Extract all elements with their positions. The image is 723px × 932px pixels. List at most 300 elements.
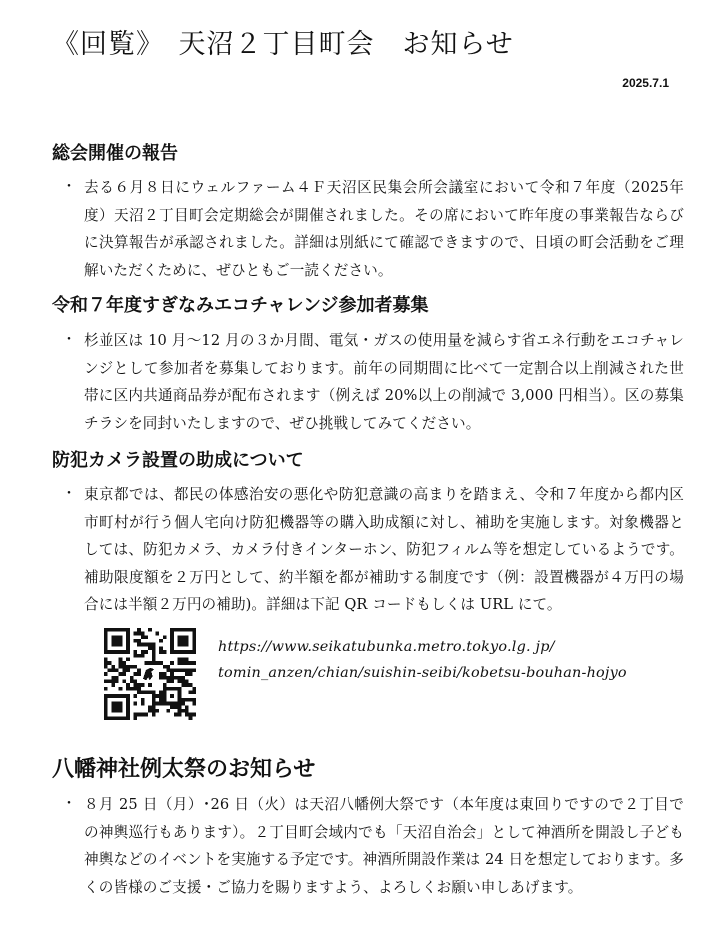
qr-module [130, 680, 134, 684]
qr-module [111, 705, 115, 709]
qr-code-icon[interactable] [104, 628, 196, 720]
qr-module [111, 635, 115, 639]
qr-module [111, 683, 115, 687]
qr-module [126, 702, 130, 706]
qr-module [192, 628, 196, 632]
qr-module [178, 643, 182, 647]
qr-module [170, 668, 174, 672]
qr-module [159, 646, 163, 650]
qr-module [167, 668, 171, 672]
qr-module [133, 672, 137, 676]
qr-module [130, 676, 134, 680]
qr-module [148, 683, 152, 687]
qr-module [170, 628, 174, 632]
qr-module [167, 702, 171, 706]
qr-module [119, 628, 123, 632]
qr-module [104, 705, 108, 709]
qr-module [181, 683, 185, 687]
qr-module [185, 661, 189, 665]
qr-module [137, 668, 141, 672]
qr-module [178, 661, 182, 665]
qr-module [181, 643, 185, 647]
qr-module [144, 713, 148, 717]
qr-module [104, 698, 108, 702]
qr-module [137, 643, 141, 647]
qr-module [192, 643, 196, 647]
qr-module [144, 643, 148, 647]
list-item [52, 791, 692, 901]
qr-module [159, 691, 163, 695]
section-heading-eco-challenge: 令和７年度すぎなみエコチャレンジ参加者募集 [52, 295, 429, 316]
qr-module [189, 698, 193, 702]
qr-module [126, 713, 130, 717]
qr-module [119, 657, 123, 661]
qr-module [167, 687, 171, 691]
qr-module [185, 713, 189, 717]
qr-module [126, 628, 130, 632]
qr-module [122, 716, 126, 720]
qr-module [167, 709, 171, 713]
qr-module [167, 676, 171, 680]
qr-module [119, 716, 123, 720]
qr-module [181, 702, 185, 706]
qr-module [141, 632, 145, 636]
qr-module [189, 650, 193, 654]
qr-module [144, 691, 148, 695]
qr-module [152, 694, 156, 698]
qr-module [192, 713, 196, 717]
qr-module [163, 694, 167, 698]
qr-module [156, 661, 160, 665]
qr-module [192, 650, 196, 654]
qr-module [181, 661, 185, 665]
qr-module [122, 668, 126, 672]
qr-module [108, 716, 112, 720]
qr-module [170, 676, 174, 680]
qr-module [133, 716, 137, 720]
page-title: 《回覧》 天沼２丁目町会 お知らせ [52, 29, 514, 60]
qr-module [170, 635, 174, 639]
qr-module [141, 698, 145, 702]
qr-module [141, 650, 145, 654]
qr-module [111, 680, 115, 684]
qr-module [111, 643, 115, 647]
qr-module [152, 643, 156, 647]
qr-module [126, 709, 130, 713]
qr-module [126, 665, 130, 669]
qr-module [104, 665, 108, 669]
bullet: ・ [62, 179, 76, 195]
qr-module [104, 709, 108, 713]
qr-module [133, 654, 137, 658]
qr-module [111, 628, 115, 632]
qr-module [163, 676, 167, 680]
list-item [52, 174, 692, 284]
qr-module [163, 687, 167, 691]
qr-module [152, 698, 156, 702]
qr-module [133, 702, 137, 706]
qr-module [104, 661, 108, 665]
qr-module [181, 668, 185, 672]
qr-module [178, 657, 182, 661]
qr-module [115, 650, 119, 654]
qr-module [104, 639, 108, 643]
qr-module [144, 650, 148, 654]
qr-module [148, 709, 152, 713]
qr-module [178, 702, 182, 706]
qr-module [156, 632, 160, 636]
qr-module [189, 661, 193, 665]
qr-module [111, 694, 115, 698]
qr-module [115, 628, 119, 632]
qr-module [159, 702, 163, 706]
qr-module [111, 702, 115, 706]
qr-module [126, 683, 130, 687]
qr-module [159, 650, 163, 654]
qr-module [185, 635, 189, 639]
qr-module [141, 683, 145, 687]
qr-module [115, 702, 119, 706]
qr-module [152, 709, 156, 713]
qr-module [163, 650, 167, 654]
qr-module [141, 635, 145, 639]
qr-module [104, 672, 108, 676]
qr-module [111, 676, 115, 680]
qr-module [126, 650, 130, 654]
section-body: ８月 25 日（月）･26 日（火）は天沼八幡例大祭です（本年度は東回りですので２丁目での神輿巡行もあります）。２丁目町会域内でも「天沼自治会」として神酒所を開設し子ども神輿などのイベントを実施する予定です。神酒所開設作業は 24 日を想定しております。多くの皆様のご支援・ご協力を賜りますよう、よろしくお願い申しあげます。 [84, 796, 684, 896]
list-item [52, 481, 692, 619]
qr-module [156, 694, 160, 698]
qr-module [115, 716, 119, 720]
qr-module [185, 639, 189, 643]
qr-module [181, 698, 185, 702]
qr-module [148, 646, 152, 650]
qr-module [174, 705, 178, 709]
qr-module [185, 672, 189, 676]
qr-module [178, 650, 182, 654]
issue-date: 2025.7.1 [622, 76, 669, 90]
qr-module [126, 668, 130, 672]
qr-module [115, 709, 119, 713]
qr-module [133, 683, 137, 687]
qr-module [115, 643, 119, 647]
qr-module [104, 716, 108, 720]
qr-module [104, 680, 108, 684]
section-body: 去る６月８日にウェルファーム４Ｆ天沼区民集会所会議室において令和７年度（2025年度）天沼２丁目町会定期総会が開催されました。その席において昨年度の事業報告ならびに決算報告が承認されました。詳細は別紙にて確認できますので、日頃の町会活動をご理解いただくために、ぜひともご一読ください。 [84, 179, 684, 279]
qr-module [108, 668, 112, 672]
qr-module [178, 639, 182, 643]
qr-module [170, 702, 174, 706]
section-heading-general-meeting: 総会開催の報告 [52, 143, 178, 164]
qr-module [111, 650, 115, 654]
qr-module [192, 661, 196, 665]
qr-module [192, 691, 196, 695]
qr-module [119, 672, 123, 676]
qr-module [163, 672, 167, 676]
qr-module [174, 687, 178, 691]
qr-module [104, 702, 108, 706]
qr-module [111, 665, 115, 669]
qr-module [192, 646, 196, 650]
qr-module [174, 668, 178, 672]
qr-module [185, 668, 189, 672]
qr-module [126, 632, 130, 636]
qr-module [170, 650, 174, 654]
qr-module [170, 643, 174, 647]
qr-module [111, 639, 115, 643]
qr-module [141, 702, 145, 706]
qr-module [104, 632, 108, 636]
qr-module [104, 657, 108, 661]
qr-module [163, 698, 167, 702]
qr-module [108, 650, 112, 654]
qr-module [185, 705, 189, 709]
qr-module [104, 635, 108, 639]
qr-module [174, 676, 178, 680]
qr-module [163, 691, 167, 695]
section-heading-festival: 八幡神社例太祭のお知らせ [52, 757, 316, 782]
qr-module [189, 713, 193, 717]
qr-module [178, 709, 182, 713]
qr-module [126, 698, 130, 702]
qr-module [152, 646, 156, 650]
qr-module [104, 687, 108, 691]
qr-module [133, 713, 137, 717]
qr-module [152, 705, 156, 709]
qr-module [148, 661, 152, 665]
qr-module [133, 665, 137, 669]
qr-module [163, 702, 167, 706]
qr-module [130, 665, 134, 669]
qr-module [119, 709, 123, 713]
qr-module [156, 709, 160, 713]
qr-module [189, 716, 193, 720]
qr-module [163, 635, 167, 639]
url-line-2[interactable]: tomin_anzen/chian/suishin-seibi/kobetsu-bouhan-hojyo [218, 665, 627, 681]
qr-module [104, 643, 108, 647]
qr-module [148, 705, 152, 709]
qr-module [174, 713, 178, 717]
qr-module [119, 687, 123, 691]
qr-module [170, 680, 174, 684]
qr-module [178, 691, 182, 695]
qr-module [159, 676, 163, 680]
qr-module [111, 709, 115, 713]
qr-module [119, 702, 123, 706]
qr-module [104, 650, 108, 654]
qr-module [178, 687, 182, 691]
qr-module [130, 687, 134, 691]
qr-module [108, 628, 112, 632]
qr-module [159, 661, 163, 665]
qr-module [159, 672, 163, 676]
qr-module [170, 694, 174, 698]
qr-module [163, 665, 167, 669]
qr-module [133, 632, 137, 636]
qr-module [178, 713, 182, 717]
qr-module [144, 635, 148, 639]
qr-module [122, 650, 126, 654]
qr-module [178, 635, 182, 639]
qr-module [170, 661, 174, 665]
qr-module [126, 705, 130, 709]
qr-module [111, 668, 115, 672]
qr-module [148, 691, 152, 695]
qr-module [126, 694, 130, 698]
section-body: 杉並区は 10 月～12 月の３か月間、電気・ガスの使用量を減らす省エネ行動をエコチャレンジとして参加者を募集しております。前年の同期間に比べて一定割合以上削減された世帯に区内共通商品券が配布されます（例えば 20%以上の削減で 3,000 円相当）。区の募集チラシを同封いたしますので、ぜひ挑戦してみてください。 [84, 332, 684, 432]
qr-module [178, 628, 182, 632]
qr-module [137, 691, 141, 695]
qr-module [159, 639, 163, 643]
qr-module [192, 632, 196, 636]
qr-module [178, 668, 182, 672]
qr-module [115, 705, 119, 709]
qr-module [133, 694, 137, 698]
qr-module [133, 639, 137, 643]
list-item [52, 327, 692, 437]
qr-module [192, 702, 196, 706]
qr-module [119, 705, 123, 709]
qr-module [185, 628, 189, 632]
qr-module [185, 683, 189, 687]
qr-module [185, 657, 189, 661]
qr-module [126, 643, 130, 647]
qr-module [178, 676, 182, 680]
qr-module [181, 639, 185, 643]
qr-module [167, 680, 171, 684]
qr-module [170, 646, 174, 650]
qr-module [126, 639, 130, 643]
qr-module [181, 680, 185, 684]
qr-module [104, 628, 108, 632]
qr-module [181, 650, 185, 654]
qr-module [148, 643, 152, 647]
qr-module [119, 643, 123, 647]
qr-module [178, 694, 182, 698]
qr-module [185, 643, 189, 647]
qr-module [189, 672, 193, 676]
qr-module [152, 657, 156, 661]
qr-module [137, 687, 141, 691]
qr-module [189, 691, 193, 695]
qr-module [189, 683, 193, 687]
qr-module [122, 680, 126, 684]
qr-module [152, 691, 156, 695]
qr-module [192, 687, 196, 691]
qr-module [141, 713, 145, 717]
qr-module [167, 665, 171, 669]
qr-module [104, 694, 108, 698]
qr-module [181, 628, 185, 632]
qr-module [152, 650, 156, 654]
bullet: ・ [62, 796, 76, 812]
section-body: 東京都では、都民の体感治安の悪化や防犯意識の高まりを踏まえ、令和７年度から都内区市町村が行う個人宅向け防犯機器等の購入助成額に対し、補助を実施します。対象機器としては、防犯カメラ、カメラ付きインターホン、防犯フィルム等を想定しているようです。補助限度額を２万円として、約半額を都が補助する制度です（例：設置機器が４万円の場合には半額２万円の補助)。詳細は下記 QR コードもしくは URL にて。 [84, 486, 684, 613]
qr-module [152, 702, 156, 706]
qr-module [192, 635, 196, 639]
qr-module [119, 639, 123, 643]
qr-module [156, 702, 160, 706]
qr-module [104, 646, 108, 650]
qr-module [181, 635, 185, 639]
qr-module [185, 709, 189, 713]
qr-module [137, 639, 141, 643]
qr-module [159, 698, 163, 702]
qr-module [119, 635, 123, 639]
qr-module [178, 680, 182, 684]
qr-module [170, 639, 174, 643]
qr-module [174, 628, 178, 632]
qr-module [137, 672, 141, 676]
qr-module [144, 661, 148, 665]
qr-module [152, 713, 156, 717]
qr-module [185, 680, 189, 684]
qr-module [152, 661, 156, 665]
bullet: ・ [62, 486, 76, 502]
qr-module [152, 654, 156, 658]
qr-module [185, 698, 189, 702]
qr-module [192, 668, 196, 672]
qr-module [137, 683, 141, 687]
qr-module [133, 680, 137, 684]
qr-module [122, 628, 126, 632]
bullet: ・ [62, 332, 76, 348]
qr-module [174, 650, 178, 654]
qr-module [111, 716, 115, 720]
qr-module [181, 676, 185, 680]
qr-module [141, 654, 145, 658]
qr-module [170, 672, 174, 676]
qr-module [133, 650, 137, 654]
qr-module [170, 632, 174, 636]
qr-module [126, 716, 130, 720]
qr-module [122, 661, 126, 665]
qr-module [122, 665, 126, 669]
qr-module [185, 650, 189, 654]
qr-module [108, 661, 112, 665]
qr-module [178, 698, 182, 702]
qr-module [192, 639, 196, 643]
qr-module [126, 646, 130, 650]
qr-module [141, 643, 145, 647]
qr-logo-icon [143, 668, 154, 681]
qr-module [170, 705, 174, 709]
qr-module [178, 705, 182, 709]
qr-module [126, 687, 130, 691]
qr-module [174, 702, 178, 706]
qr-module [119, 665, 123, 669]
qr-module [104, 713, 108, 717]
qr-module [126, 635, 130, 639]
qr-module [119, 661, 123, 665]
qr-module [170, 687, 174, 691]
qr-module [181, 657, 185, 661]
qr-module [192, 698, 196, 702]
qr-module [189, 628, 193, 632]
qr-module [119, 694, 123, 698]
qr-module [137, 654, 141, 658]
qr-module [115, 668, 119, 672]
qr-module [115, 676, 119, 680]
qr-module [137, 628, 141, 632]
url-line-1[interactable]: https://www.seikatubunka.metro.tokyo.lg. jp/ [218, 639, 555, 655]
qr-module [159, 694, 163, 698]
qr-module [163, 683, 167, 687]
qr-module [137, 632, 141, 636]
qr-module [115, 635, 119, 639]
qr-module [122, 694, 126, 698]
qr-module [126, 657, 130, 661]
section-heading-security-camera: 防犯カメラ設置の助成について [52, 450, 304, 471]
